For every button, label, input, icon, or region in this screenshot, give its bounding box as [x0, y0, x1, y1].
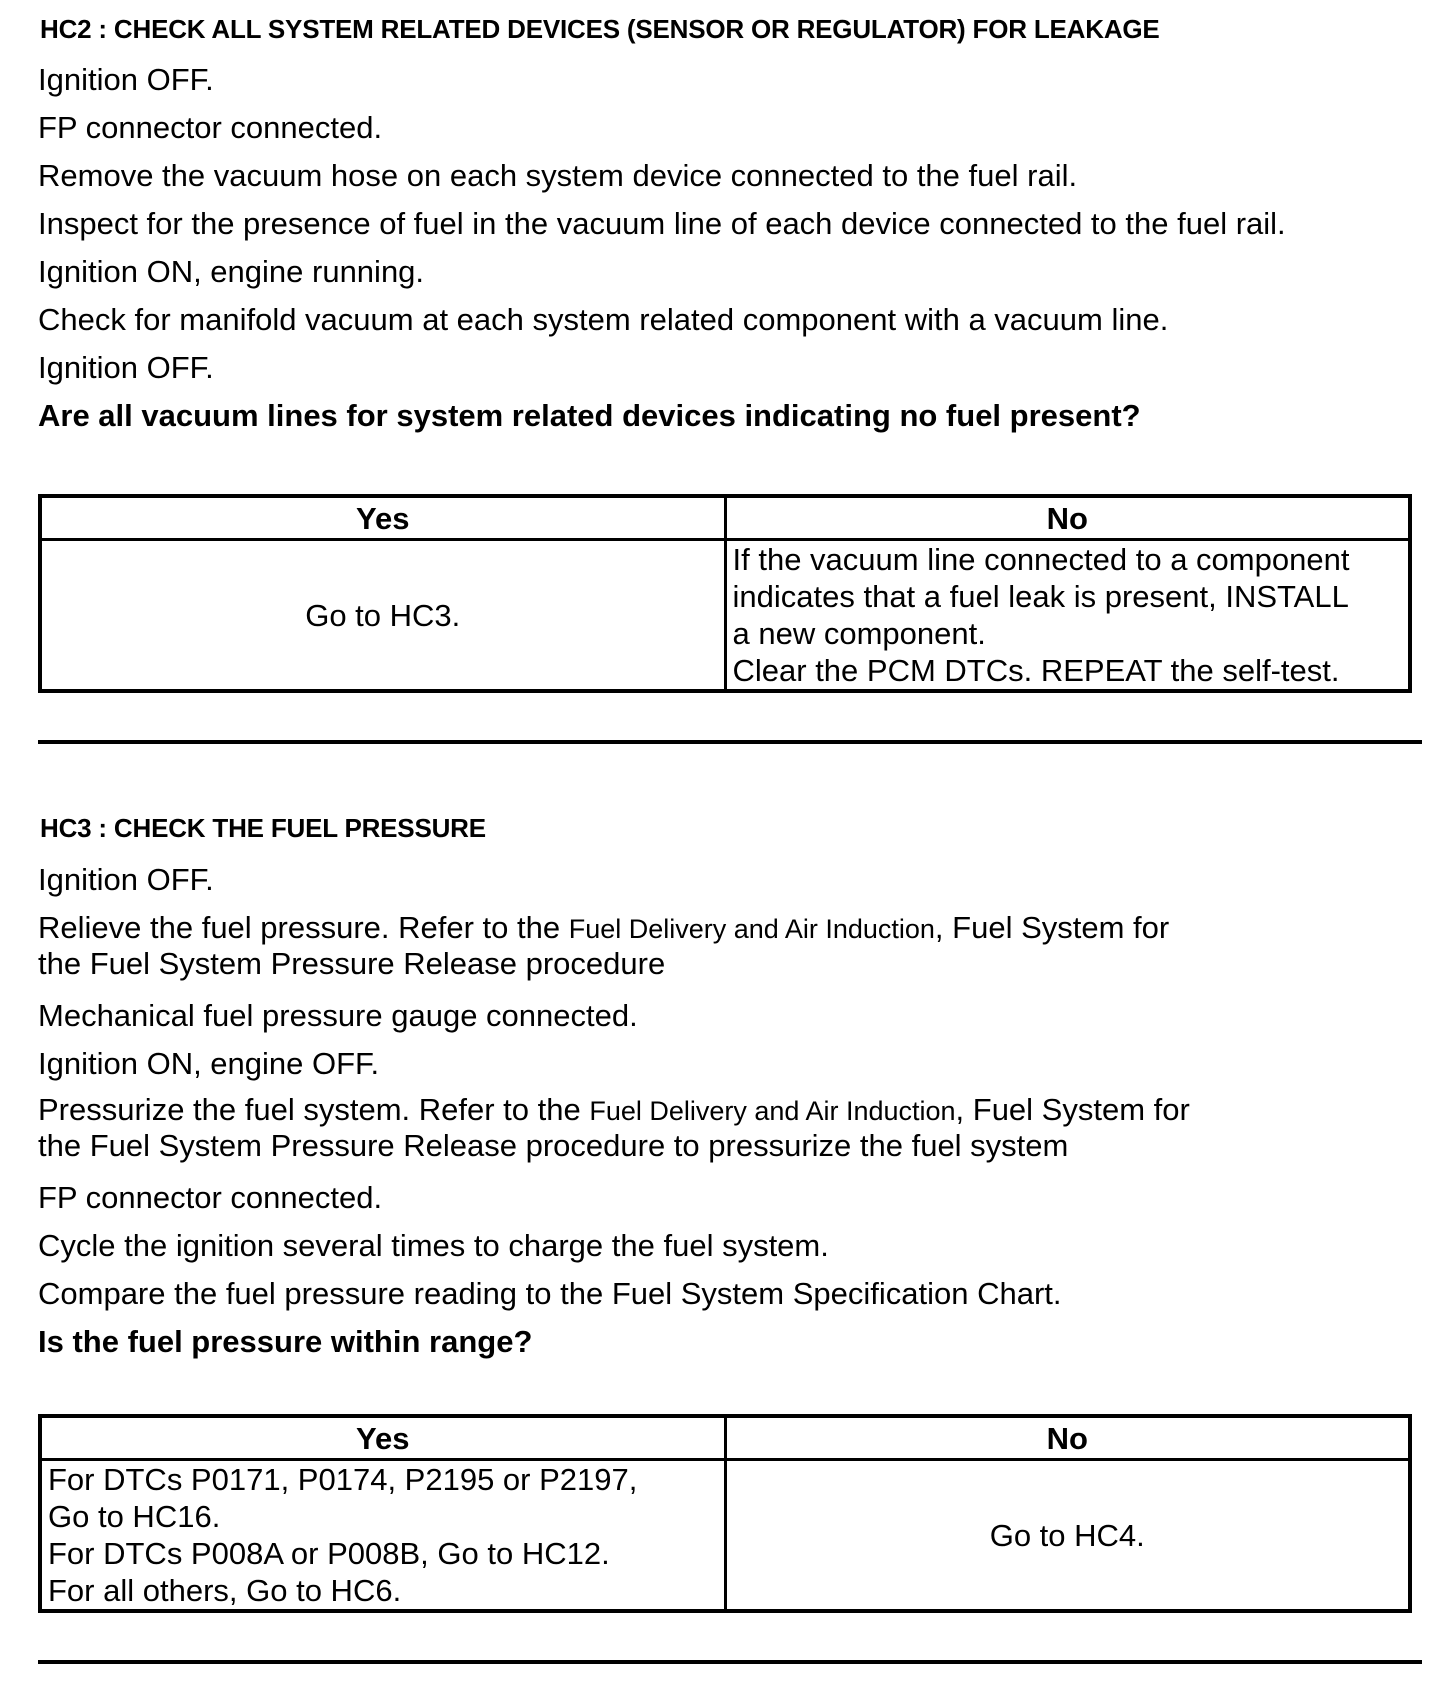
- hc3-yes-cell: [40, 1460, 725, 1612]
- hc3-result-table: [38, 1414, 1412, 1613]
- hc3-step-2-text: Relieve the fuel pressure. Refer to the: [38, 910, 569, 945]
- hc2-step-7: Ignition OFF.: [38, 350, 214, 385]
- hc2-step-3: Remove the vacuum hose on each system device connected to the fuel rail.: [38, 158, 1078, 193]
- hc3-step-5-text-end: , Fuel System for: [955, 1092, 1190, 1127]
- hc2-step-5: Ignition ON, engine running.: [38, 254, 425, 289]
- bottom-divider: [38, 1660, 1422, 1664]
- hc3-title: HC3 : CHECK THE FUEL PRESSURE: [40, 813, 486, 843]
- hc3-step-4: Ignition ON, engine OFF.: [38, 1046, 380, 1081]
- hc3-step-8: Compare the fuel pressure reading to the Fuel System Specification Chart.: [38, 1276, 1062, 1311]
- hc2-yes-text: Go to HC3.: [305, 597, 461, 633]
- hc2-step-2: FP connector connected.: [38, 110, 383, 145]
- section-divider: [38, 740, 1422, 744]
- hc2-step-1: Ignition OFF.: [38, 62, 214, 97]
- hc3-step-5-text: Pressurize the fuel system. Refer to the: [38, 1092, 590, 1127]
- hc3-yes-header: Yes: [40, 1416, 725, 1460]
- hc3-step-3: Mechanical fuel pressure gauge connected.: [38, 998, 638, 1033]
- hc3-step-6: FP connector connected.: [38, 1180, 383, 1215]
- hc3-step-5-cont: the Fuel System Pressure Release procedure to pressurize the fuel system: [38, 1128, 1069, 1163]
- hc2-no-line-1: If the vacuum line connected to a component: [732, 542, 1350, 577]
- hc3-yes-line-3: For DTCs P008A or P008B, Go to HC12.: [48, 1536, 610, 1571]
- hc3-question: Is the fuel pressure within range?: [38, 1324, 533, 1359]
- hc3-step-5: [38, 1092, 1190, 1129]
- hc2-title: HC2 : CHECK ALL SYSTEM RELATED DEVICES (SENSOR OR REGULATOR) FOR LEAKAGE: [40, 14, 1160, 44]
- hc2-yes-cell: [40, 540, 725, 692]
- hc3-no-cell: [725, 1460, 1410, 1612]
- hc3-step-2-reference: Fuel Delivery and Air Induction: [568, 914, 935, 944]
- hc2-result-table: [38, 494, 1412, 693]
- hc2-no-header: No: [725, 496, 1410, 540]
- hc3-no-text: Go to HC4.: [989, 1517, 1145, 1553]
- hc2-step-6: Check for manifold vacuum at each system related component with a vacuum line.: [38, 302, 1169, 337]
- hc3-step-2: [38, 910, 1169, 947]
- hc2-no-line-2: indicates that a fuel leak is present, INSTALL: [732, 579, 1349, 614]
- hc3-step-1: Ignition OFF.: [38, 862, 214, 897]
- hc2-no-line-4: Clear the PCM DTCs. REPEAT the self-test.: [732, 653, 1340, 688]
- hc3-step-7: Cycle the ignition several times to charge the fuel system.: [38, 1228, 829, 1263]
- hc3-no-header: No: [725, 1416, 1410, 1460]
- hc3-yes-line-1: For DTCs P0171, P0174, P2195 or P2197,: [48, 1462, 638, 1497]
- hc3-step-2-cont: the Fuel System Pressure Release procedure: [38, 946, 666, 981]
- hc3-step-2-text-end: , Fuel System for: [934, 910, 1170, 945]
- hc2-yes-header: Yes: [40, 496, 725, 540]
- hc3-yes-line-4: For all others, Go to HC6.: [48, 1573, 402, 1608]
- hc2-question: Are all vacuum lines for system related devices indicating no fuel present?: [38, 398, 1141, 433]
- hc2-step-4: Inspect for the presence of fuel in the vacuum line of each device connected to the fuel rail.: [38, 206, 1286, 241]
- hc3-step-5-reference: Fuel Delivery and Air Induction: [589, 1096, 956, 1126]
- hc3-yes-line-2: Go to HC16.: [48, 1499, 221, 1534]
- hc2-no-line-3: a new component.: [732, 616, 986, 651]
- hc2-no-cell: [725, 540, 1410, 692]
